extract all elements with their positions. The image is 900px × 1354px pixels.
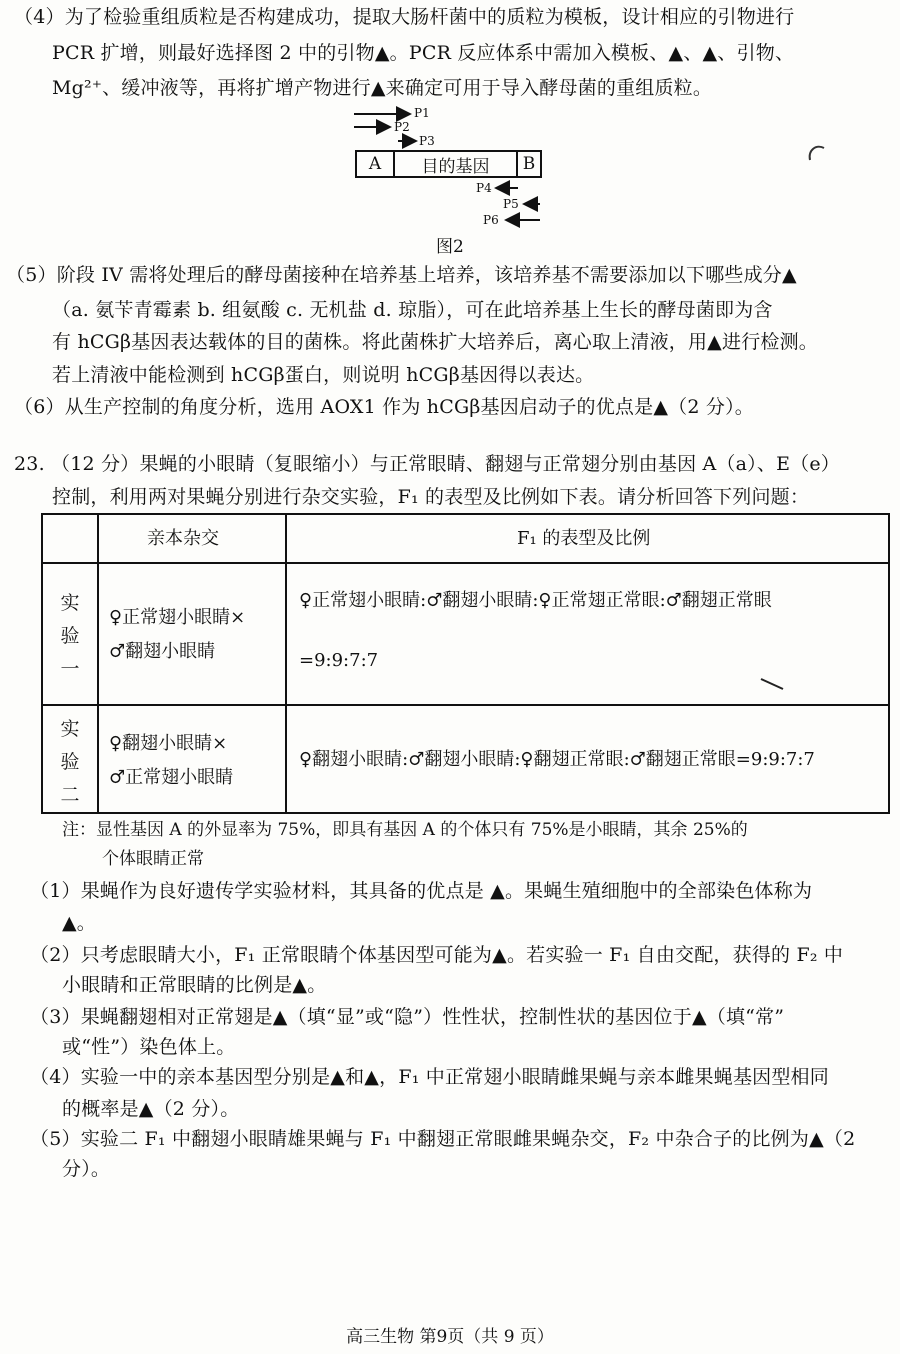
row2-cross-female: ♀翻翅小眼睛×	[109, 733, 228, 754]
table-note-line1: 注：显性基因 A 的外显率为 75%，即具有基因 A 的个体只有 75%是小眼睛，其余 25%的	[62, 820, 748, 840]
header-cross: 亲本杂交	[147, 528, 219, 549]
page-footer: 高三生物 第9页（共 9 页）	[346, 1327, 554, 1347]
row1-f1-phenotypes: ♀正常翅小眼睛:♂翻翅小眼睛:♀正常翅正常眼:♂翻翅正常眼	[299, 590, 772, 611]
row2-label	[45, 713, 95, 812]
q23-q5-line2: 分）。	[62, 1158, 111, 1180]
table-divider	[285, 515, 287, 812]
segment-b-label: B	[522, 154, 536, 174]
q23-q5-line1: （5）实验二 F₁ 中翻翅小眼睛雄果蝇与 F₁ 中翻翅正常眼雌果蝇杂交，F₂ 中杂合子的比例为▲（2	[30, 1128, 856, 1150]
q23-q3-line2: 或“性”）染色体上。	[62, 1036, 236, 1058]
row1-label-char: 验	[60, 625, 80, 647]
q23-q3-line1: （3）果蝇翻翅相对正常翅是▲（填“显”或“隐”）性性状，控制性状的基因位于▲（填“常”	[30, 1006, 785, 1028]
primer-label-p6: P6	[483, 213, 499, 227]
pen-mark	[759, 675, 789, 695]
table-note-line2: 个体眼睛正常	[102, 849, 204, 869]
row1-label	[45, 587, 95, 686]
q23-intro-line1: 23. （12 分）果蝇的小眼睛（复眼缩小）与正常眼睛、翻翅与正常翅分别由基因 A（a）、E（e）	[14, 453, 840, 475]
row2-label-char: 实	[60, 718, 80, 740]
row2-f1	[299, 743, 815, 777]
pen-mark	[800, 140, 830, 170]
q22-part5-line4: 若上清液中能检测到 hCGβ蛋白，则说明 hCGβ基因得以表达。	[52, 364, 595, 386]
q22-part5-line1: （5）阶段 IV 需将处理后的酵母菌接种在培养基上培养，该培养基不需要添加以下哪些成分▲	[6, 264, 797, 286]
row2-label-char: 验	[60, 751, 80, 773]
q23-q1-line1: （1）果蝇作为良好遗传学实验材料，其具备的优点是 ▲。果蝇生殖细胞中的全部染色体称为	[30, 880, 813, 902]
row2-label-char: 二	[60, 784, 80, 806]
q22-part4-line3: Mg²⁺、缓冲液等，再将扩增产物进行▲来确定可用于导入酵母菌的重组质粒。	[52, 77, 713, 99]
q23-q2-line2: 小眼睛和正常眼睛的比例是▲。	[62, 974, 327, 996]
segment-b	[516, 150, 542, 178]
figure-2-caption: 图2	[436, 237, 464, 257]
row1-f1-ratio: =9:9:7:7	[299, 650, 379, 671]
cross-results-table	[41, 513, 890, 814]
row1-f1	[299, 585, 772, 677]
segment-target-gene-label: 目的基因	[421, 156, 490, 177]
q23-q4-line1: （4）实验一中的亲本基因型分别是▲和▲，F₁ 中正常翅小眼睛雌果蝇与亲本雌果蝇基因型相同	[30, 1066, 829, 1088]
row1-label-char: 实	[60, 592, 80, 614]
q22-part4-line2: PCR 扩增，则最好选择图 2 中的引物▲。PCR 反应体系中需加入模板、▲、▲、引物、	[52, 42, 795, 64]
table-divider	[97, 515, 99, 812]
q22-part6-line1: （6）从生产控制的角度分析，选用 AOX1 作为 hCGβ基因启动子的优点是▲（2 分）。	[14, 396, 754, 418]
primer-label-p3: P3	[419, 134, 435, 148]
segment-a-label: A	[368, 154, 382, 174]
primer-label-p1: P1	[414, 106, 430, 120]
q22-part5-line3: 有 hCGβ基因表达载体的目的菌株。将此菌株扩大培养后，离心取上清液，用▲进行检测。	[52, 331, 818, 353]
primer-label-p4: P4	[476, 181, 492, 195]
q23-q4-line2: 的概率是▲（2 分）。	[62, 1098, 240, 1120]
primer-label-p2: P2	[394, 120, 410, 134]
row1-cross-female: ♀正常翅小眼睛×	[109, 607, 246, 628]
row1-cross	[109, 601, 245, 669]
q23-q2-line1: （2）只考虑眼睛大小，F₁ 正常眼睛个体基因型可能为▲。若实验一 F₁ 自由交配，获得的 F₂ 中	[30, 944, 844, 966]
segment-a	[355, 150, 395, 178]
segment-target-gene	[393, 150, 518, 178]
row2-cross-male: ♂正常翅小眼睛	[109, 767, 234, 788]
q22-part4-line1: （4）为了检验重组质粒是否构建成功，提取大肠杆菌中的质粒为模板，设计相应的引物进行	[14, 6, 795, 28]
q22-part5-line2: （a. 氨苄青霉素 b. 组氨酸 c. 无机盐 d. 琼脂），可在此培养基上生长的酵母菌即为含	[52, 299, 773, 321]
row2-cross	[109, 727, 233, 795]
row1-cross-male: ♂翻翅小眼睛	[109, 641, 216, 662]
primer-label-p5: P5	[503, 197, 519, 211]
row2-f1-phenotypes-ratio: ♀翻翅小眼睛:♂翻翅小眼睛:♀翻翅正常眼:♂翻翅正常眼=9:9:7:7	[299, 749, 815, 770]
q23-intro-line2: 控制，利用两对果蝇分别进行杂交实验，F₁ 的表型及比例如下表。请分析回答下列问题：	[52, 486, 810, 508]
q23-q1-line2: ▲。	[62, 912, 97, 934]
header-f1: F₁ 的表型及比例	[517, 528, 651, 549]
table-divider	[43, 704, 888, 706]
table-divider	[43, 562, 888, 564]
row1-label-char: 一	[60, 658, 80, 680]
